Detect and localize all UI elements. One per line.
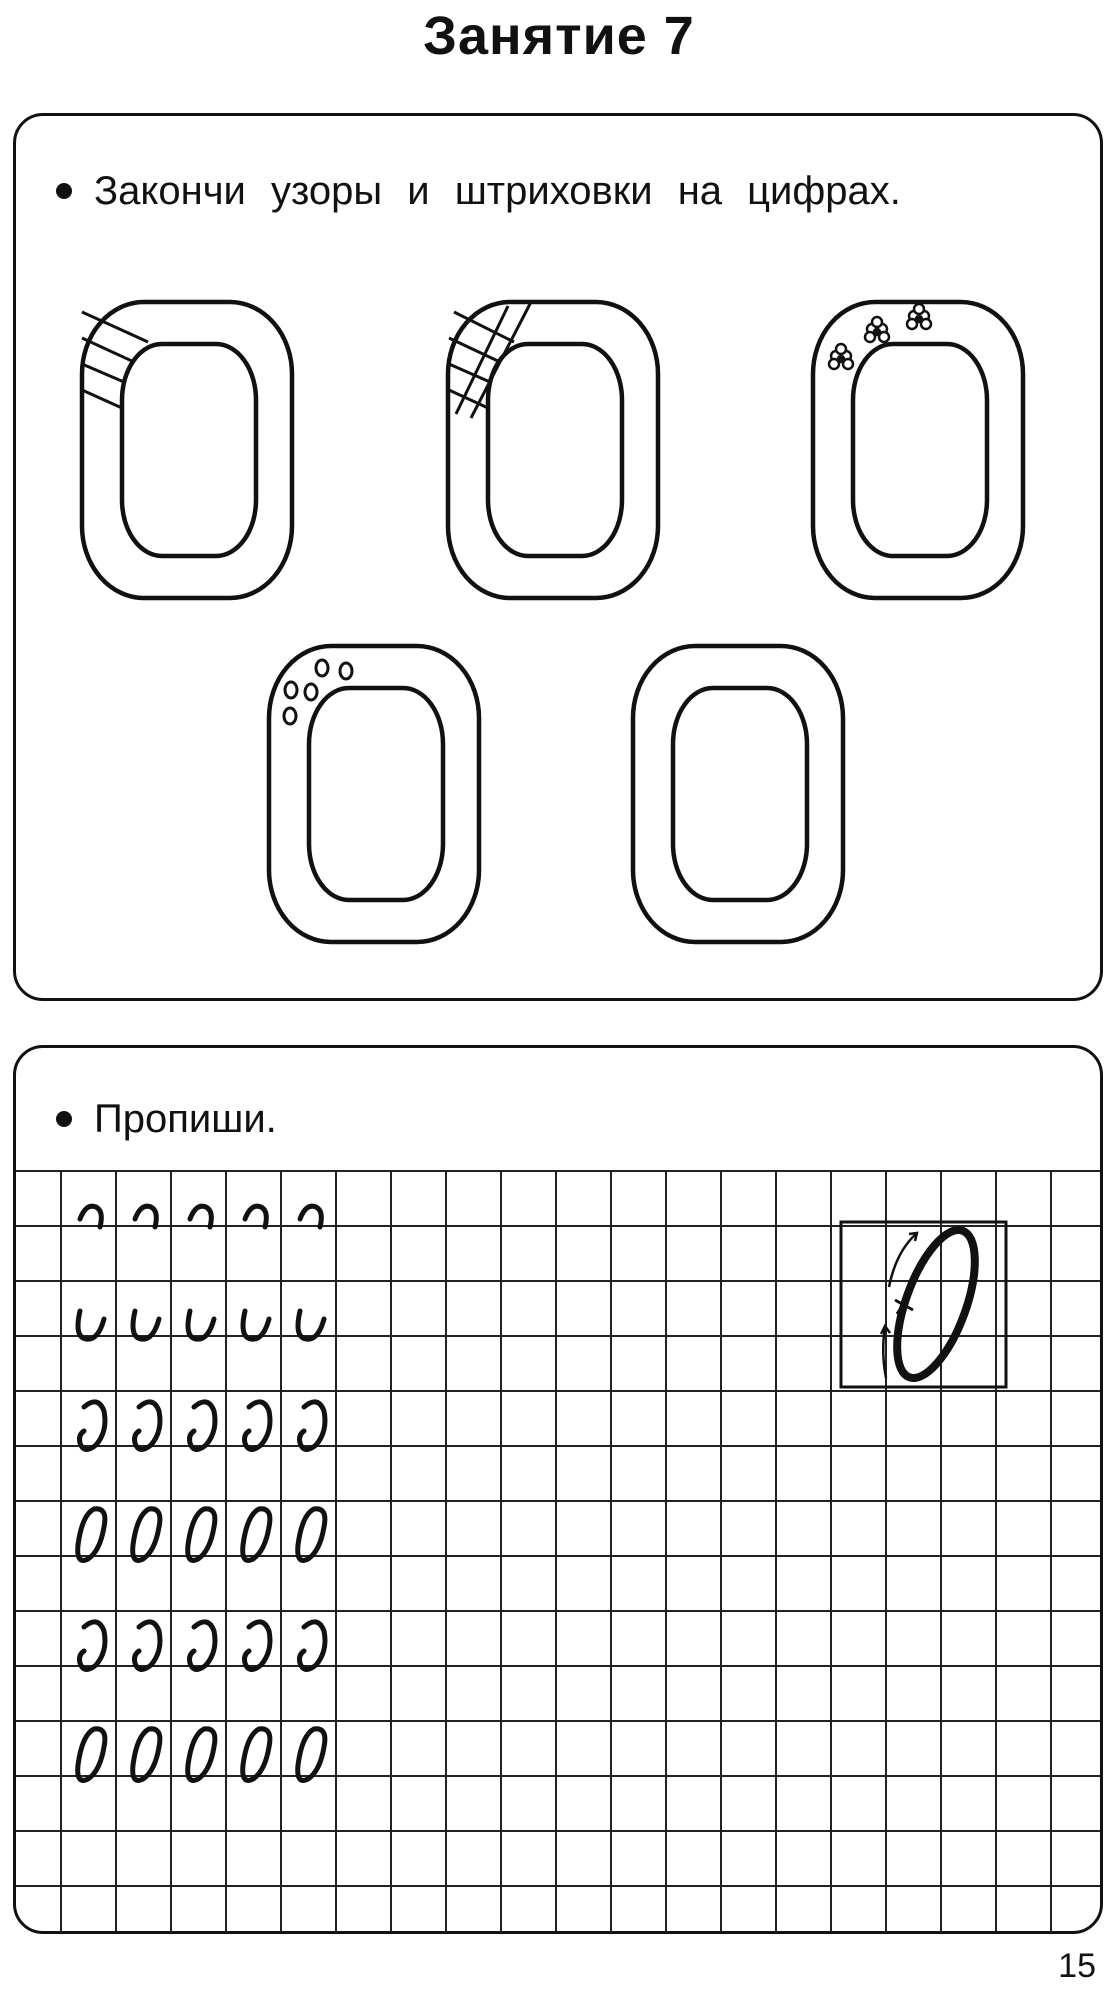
digit-zeros-illustration: [16, 116, 1100, 998]
copy-stroke-open-zero: [300, 1402, 326, 1450]
copy-stroke-open-zero: [190, 1402, 216, 1450]
flower-icon: [907, 304, 931, 329]
zero-digit-empty: [633, 646, 843, 942]
writing-grid: [16, 1048, 1100, 1931]
copy-stroke-open-zero: [245, 1622, 271, 1670]
sample-zero-stroke: [881, 1220, 991, 1387]
copy-stroke-top-arc: [245, 1206, 266, 1227]
copy-stroke-zero: [298, 1509, 325, 1561]
copy-stroke-zero: [188, 1509, 215, 1561]
copy-stroke-bottom-arc: [133, 1311, 159, 1339]
copy-stroke-bottom-arc: [243, 1311, 269, 1339]
page-title: Занятие 7: [423, 6, 695, 66]
copy-stroke-open-zero: [135, 1402, 161, 1450]
copy-stroke-open-zero: [245, 1402, 271, 1450]
task-panel-patterns: [13, 113, 1103, 1001]
copy-stroke-top-arc: [135, 1206, 156, 1227]
copy-stroke-zero: [133, 1509, 160, 1561]
copy-stroke-zero: [298, 1729, 325, 1781]
sample-box: [841, 1222, 1006, 1387]
zero-digit-small-zeros: [269, 646, 479, 942]
copy-stroke-open-zero: [80, 1402, 106, 1450]
copy-stroke-top-arc: [80, 1206, 101, 1227]
zero-digit-flowers: [813, 302, 1023, 598]
copy-stroke-zero: [243, 1729, 270, 1781]
zero-digit-crosshatch: [448, 302, 658, 598]
copy-stroke-zero: [188, 1729, 215, 1781]
copy-stroke-zero: [78, 1729, 105, 1781]
flower-icon: [865, 317, 889, 342]
copy-stroke-bottom-arc: [78, 1311, 104, 1339]
copy-stroke-open-zero: [80, 1622, 106, 1670]
copy-stroke-top-arc: [190, 1206, 211, 1227]
instruction-text: Закончи узоры и штриховки на цифрах.: [94, 169, 901, 213]
copy-stroke-bottom-arc: [298, 1311, 324, 1339]
task-panel-writing: [13, 1045, 1103, 1934]
instruction-text: Пропиши.: [94, 1097, 277, 1141]
copy-stroke-open-zero: [135, 1622, 161, 1670]
copy-stroke-open-zero: [300, 1622, 326, 1670]
copy-stroke-zero: [243, 1509, 270, 1561]
page-number: 15: [1058, 1947, 1096, 1985]
copy-stroke-bottom-arc: [188, 1311, 214, 1339]
copy-stroke-open-zero: [190, 1622, 216, 1670]
copy-stroke-zero: [78, 1509, 105, 1561]
copy-stroke-zero: [133, 1729, 160, 1781]
flower-icon: [829, 344, 853, 369]
copy-stroke-top-arc: [300, 1206, 321, 1227]
zero-digit-stripes: [82, 302, 292, 598]
